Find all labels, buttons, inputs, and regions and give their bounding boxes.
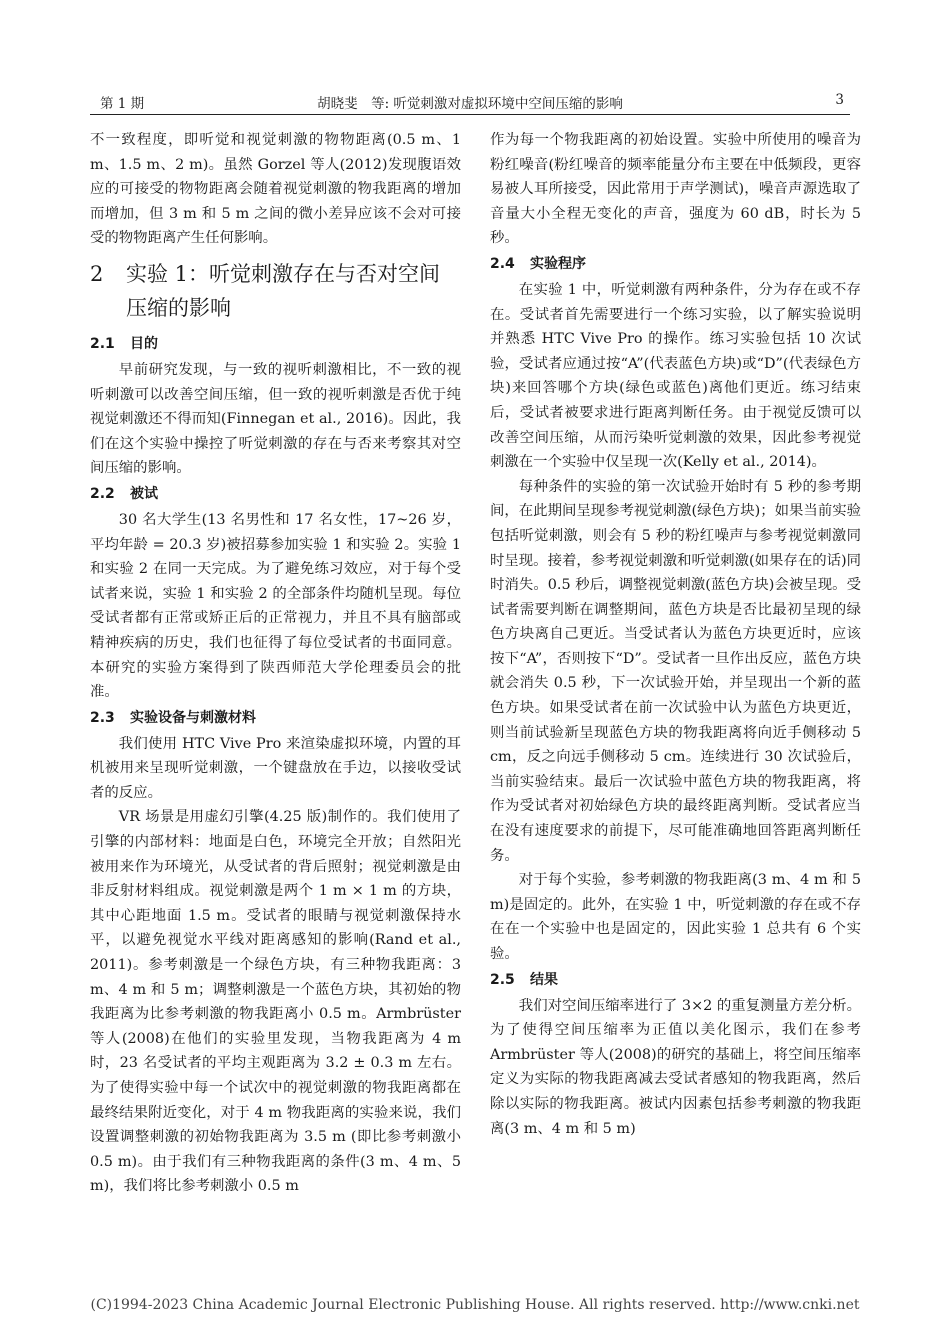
section-2-2-number: 2.2 [90, 485, 115, 502]
section-2-4-title: 实验程序 [530, 255, 586, 272]
section-2-3-heading [90, 707, 461, 730]
section-2-4-text-1: 在实验 1 中，听觉刺激有两种条件，分为存在或不存在。受试者首先需要进行一个练习实验，以了解实验说明并熟悉 HTC Vive Pro 的操作。练习实验包括 10 次试验，受试者应通过按“A”(代表蓝色方块)或“D”(代表绿色方块)来回答哪个方块(绿色或蓝色)离他们更近。练习结束后，受试者被要求进行距离判断任务。由于视觉反馈可以改善空间压缩，从而污染听觉刺激的效果，因此参考视觉刺激在一个实验中仅呈现一次(Kelly et al., 2014)。 [490, 281, 861, 471]
section-2-3-text-1: 我们使用 HTC Vive Pro 来渲染虚拟环境，内置的耳机被用来呈现听觉刺激，一个键盘放在手边，以接收受试者的反应。 [90, 735, 461, 801]
section-2-3-title: 实验设备与刺激材料 [130, 709, 256, 726]
section-2-3-number: 2.3 [90, 709, 115, 726]
intro-paragraph: 不一致程度，即听觉和视觉刺激的物物距离(0.5 m、1 m、1.5 m、2 m)。虽然 Gorzel 等人(2012)发现腹语效应的可接受的物物距离会随着视觉刺激的物我距离的增加而增加，但 3 m 和 5 m 之间的微小差异应该不会对可接受的物物距离产生任何影响。 [90, 132, 461, 247]
copyright-footer: (C)1994-2023 China Academic Journal Electronic Publishing House. All rights reserved. http://www.cnki.net [90, 1297, 860, 1313]
running-header [90, 92, 850, 115]
continued-paragraph: 作为每一个物我距离的初始设置。实验中所使用的噪音为粉红噪音(粉红噪音的频率能量分布主要在中低频段，更容易被人耳所接受，因此常用于声学测试)，噪音声源选取了音量大小全程无变化的声音，强度为 60 dB，时长为 5 秒。 [490, 132, 861, 247]
section-2-4-heading [490, 253, 861, 276]
section-2-5-number: 2.5 [490, 971, 515, 988]
right-column [490, 128, 861, 1141]
section-2-3-text-2: VR 场景是用虚幻引擎(4.25 版)制作的。我们使用了引擎的内部材料：地面是白色，环境完全开放；自然阳光被用来作为环境光，从受试者的背后照射；视觉刺激是由非反射材料组成。视觉刺激是两个 1 m × 1 m 的方块，其中心距地面 1.5 m。受试者的眼睛与视觉刺激保持水平，以避免视觉水平线对距离感知的影响(Rand et al., 2011)。参考刺激是一个绿色方块，有三种物我距离：3 m、4 m 和 5 m；调整刺激是一个蓝色方块，其初始的物我距离为比参考刺激的物我距离小 0.5 m。Armbrüster 等人(2008)在他们的实验里发现，当物我距离为 4 m 时，23 名受试者的平均主观距离为 3.2 ± 0.3 m 左右。为了使得实验中每一个试次中的视觉刺激的物我距离都在最终结果附近变化，对于 4 m 物我距离的实验来说，我们设置调整刺激的初始物我距离为 3.5 m (即比参考刺激小 0.5 m)。由于我们有三种物我距离的条件(3 m、4 m、5 m)，我们将比参考刺激小 0.5 m [90, 809, 461, 1195]
page-number: 3 [835, 92, 844, 108]
section-2-5-text: 我们对空间压缩率进行了 3×2 的重复测量方差分析。为了使得空间压缩率为正值以美化图示，我们在参考 Armbrüster 等人(2008)的研究的基础上，将空间压缩率定义为实际的物我距离减去受试者感知的物我距离，然后除以实际的物我距离。被试内因素包括参考刺激的物我距离(3 m、4 m 和 5 m) [490, 997, 861, 1137]
left-column [90, 128, 461, 1199]
section-2-1-text: 早前研究发现，与一致的视听刺激相比，不一致的视听刺激可以改善空间压缩，但一致的视听刺激是否优于纯视觉刺激还不得而知(Finnegan et al., 2016)。因此，我们在这个实验中操控了听觉刺激的存在与否来考察其对空间压缩的影响。 [90, 361, 461, 477]
issue-label: 第 1 期 [100, 96, 145, 112]
section-2-4-text-2: 每种条件的实验的第一次试验开始时有 5 秒的参考期间，在此期间呈现参考视觉刺激(绿色方块)；如果当前实验包括听觉刺激，则会有 5 秒的粉红噪声与参考视觉刺激同时呈现。接着，参考视觉刺激和听觉刺激(如果存在的话)同时消失。0.5 秒后，调整视觉刺激(蓝色方块)会被呈现。受试者需要判断在调整期间，蓝色方块是否比最初呈现的绿色方块离自己更近。当受试者认为蓝色方块更近时，应该按下“A”，否则按下“D”。受试者一旦作出反应，蓝色方块就会消失 0.5 秒，下一次试验开始，并呈现出一个新的蓝色方块。如果受试者在前一次试验中认为蓝色方块更近，则当前试验新呈现蓝色方块的物我距离将向近手侧移动 5 cm，反之向远手侧移动 5 cm。连续进行 30 次试验后，当前实验结束。最后一次试验中蓝色方块的物我距离，将作为受试者对初始绿色方块的最终距离判断。受试者应当在没有速度要求的前提下，尽可能准确地回答距离判断任务。 [490, 478, 861, 864]
section-2-2-text: 30 名大学生(13 名男性和 17 名女性，17~26 岁，平均年龄 = 20.3 岁)被招募参加实验 1 和实验 2。实验 1 和实验 2 在同一天完成。为了避免练习效应，对于每个受试者来说，实验 1 和实验 2 的全部条件均随机呈现。每位受试者都有正常或矫正后的正常视力，并且不具有脑部或精神疾病的历史，我们也征得了每位受试者的书面同意。本研究的实验方案得到了陕西师范大学伦理委员会的批准。 [90, 511, 461, 701]
section-2-5-title: 结果 [530, 971, 558, 988]
section-2-1-title: 目的 [130, 335, 158, 352]
section-2-1-heading [90, 333, 461, 356]
section-2-4-number: 2.4 [490, 255, 515, 272]
section-2-1-number: 2.1 [90, 335, 115, 352]
section-2-2-title: 被试 [130, 485, 158, 502]
section-2-2-heading [90, 483, 461, 506]
section-2-4-text-3: 对于每个实验，参考刺激的物我距离(3 m、4 m 和 5 m)是固定的。此外，在实验 1 中，听觉刺激的存在或不存在在一个实验中也是固定的，因此实验 1 总共有 6 个实验。 [490, 872, 861, 962]
section-2-number: 2 [90, 261, 104, 286]
section-2-title: 实验 1：听觉刺激存在与否对空间压缩的影响 [126, 261, 441, 320]
section-2-heading [90, 257, 461, 325]
section-2-5-heading [490, 969, 861, 992]
running-title: 胡晓斐 等: 听觉刺激对虚拟环境中空间压缩的影响 [317, 96, 623, 112]
